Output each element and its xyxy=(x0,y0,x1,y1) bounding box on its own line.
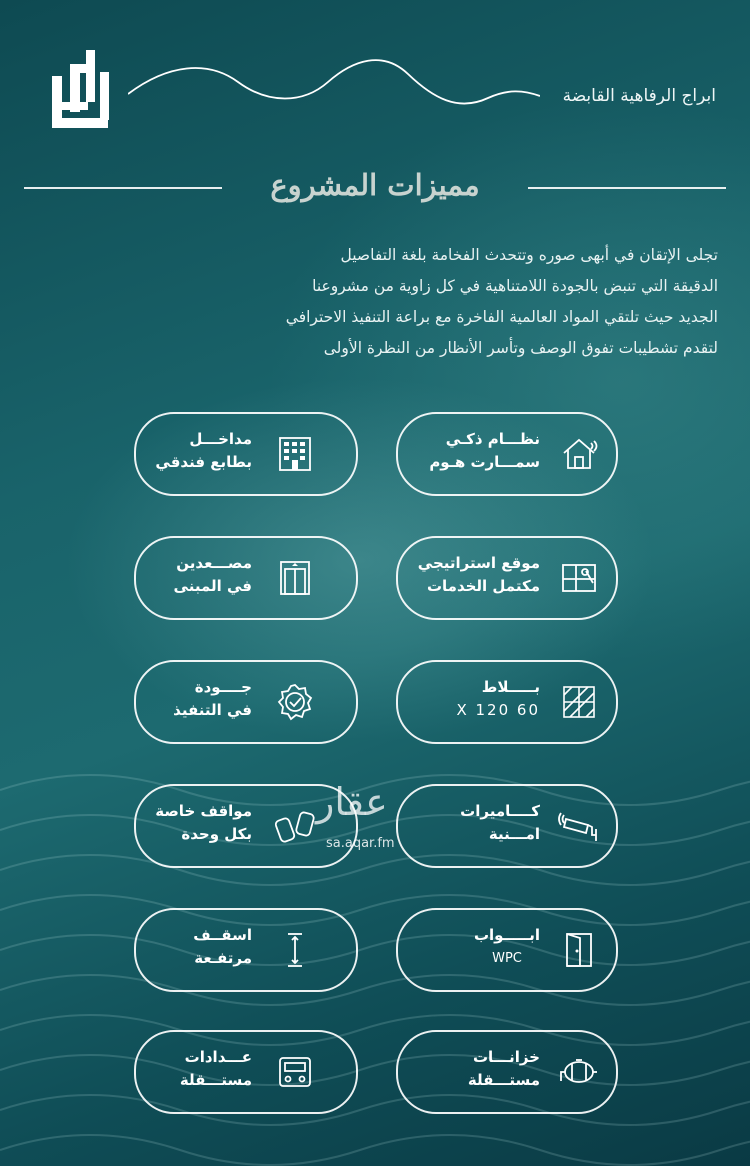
door-icon xyxy=(558,929,600,971)
feature-title: خزانـــات xyxy=(472,1048,540,1066)
feature-title: جــــودة xyxy=(194,678,252,696)
meter-icon xyxy=(274,1051,316,1093)
watermark-url: sa.aqar.fm xyxy=(326,836,395,851)
feature-text xyxy=(429,428,540,474)
feature-subtitle: في المبنى xyxy=(173,577,252,595)
water-tank-icon xyxy=(558,1051,600,1093)
feature-subtitle: في التنفيذ xyxy=(173,701,252,719)
intro-line: الجديد حيث تلتقي المواد العالمية الفاخرة مع براعة التنفيذ الاحترافي xyxy=(285,308,718,326)
map-icon xyxy=(558,557,600,599)
header-wave-line xyxy=(128,52,540,112)
tiles-icon xyxy=(558,681,600,723)
feature-subtitle: مستـــقلة xyxy=(179,1071,252,1089)
feature-title: نظـــام ذكـي xyxy=(445,430,540,448)
feature-text xyxy=(180,1046,252,1092)
feature-title: اسقــف xyxy=(193,926,252,944)
feature-text xyxy=(155,800,252,846)
feature-text xyxy=(468,1046,540,1092)
building-icon xyxy=(274,433,316,475)
feature-text xyxy=(173,676,252,722)
feature-subtitle: WPC xyxy=(492,951,522,966)
feature-card-ceilings xyxy=(134,908,358,992)
parking-cars-icon xyxy=(274,805,316,847)
feature-card-cameras xyxy=(396,784,618,868)
feature-title: كــــاميرات xyxy=(460,802,540,820)
intro-line: الدقيقة التي تنبض بالجودة اللامتناهية في كل زاوية من مشروعنا xyxy=(312,277,718,295)
feature-text xyxy=(474,924,540,970)
ceiling-height-icon xyxy=(274,929,316,971)
feature-text xyxy=(155,428,252,474)
feature-subtitle: 60 X 120 xyxy=(456,701,540,719)
feature-text xyxy=(418,552,540,598)
company-name: ابراج الرفاهية القابضة xyxy=(562,86,716,106)
feature-text xyxy=(193,924,252,970)
feature-text xyxy=(460,800,540,846)
elevator-icon xyxy=(274,557,316,599)
feature-card-meters xyxy=(134,1030,358,1114)
feature-title: بـــــلاط xyxy=(481,678,540,696)
feature-subtitle: بطابع فندقي xyxy=(155,453,252,471)
feature-title: موقع استراتيجي xyxy=(417,554,540,572)
intro-paragraph xyxy=(118,240,718,364)
watermark-text: عقار xyxy=(316,780,388,824)
title-divider-left xyxy=(24,187,222,189)
feature-card-tiles xyxy=(396,660,618,744)
intro-line: لتقدم تشطيبات تفوق الوصف وتأسر الأنظار من النظرة الأولى xyxy=(323,339,718,357)
title-divider-right xyxy=(528,187,726,189)
feature-title: مصـــعدين xyxy=(176,554,252,572)
section-header xyxy=(0,168,750,204)
feature-title: عـــدادات xyxy=(184,1048,252,1066)
feature-text xyxy=(174,552,252,598)
feature-text xyxy=(456,676,540,722)
feature-card-water-tanks xyxy=(396,1030,618,1114)
feature-subtitle: مكتمل الخدمات xyxy=(426,577,540,595)
feature-card-location xyxy=(396,536,618,620)
feature-title: مداخـــل xyxy=(189,430,252,448)
smart-home-icon xyxy=(558,433,600,475)
header xyxy=(0,0,750,150)
feature-title: ابـــــواب xyxy=(473,926,540,944)
feature-subtitle: سمـــارت هـوم xyxy=(429,453,540,471)
feature-card-quality xyxy=(134,660,358,744)
abraj-logo-icon xyxy=(48,42,112,132)
feature-card-elevators xyxy=(134,536,358,620)
security-camera-icon xyxy=(558,805,600,847)
feature-subtitle: امـــنية xyxy=(488,825,540,843)
feature-subtitle: مرتفـعة xyxy=(194,949,252,967)
feature-subtitle: بكل وحدة xyxy=(181,825,252,843)
feature-card-doors xyxy=(396,908,618,992)
quality-badge-icon xyxy=(274,681,316,723)
section-title: مميزات المشروع xyxy=(270,168,480,202)
feature-card-entrances xyxy=(134,412,358,496)
feature-subtitle: مستـــقلة xyxy=(467,1071,540,1089)
intro-line: تجلى الإتقان في أبهى صوره وتتحدث الفخامة بلغة التفاصيل xyxy=(340,246,718,264)
feature-card-smart-home xyxy=(396,412,618,496)
feature-title: مواقف خاصة xyxy=(155,802,252,820)
